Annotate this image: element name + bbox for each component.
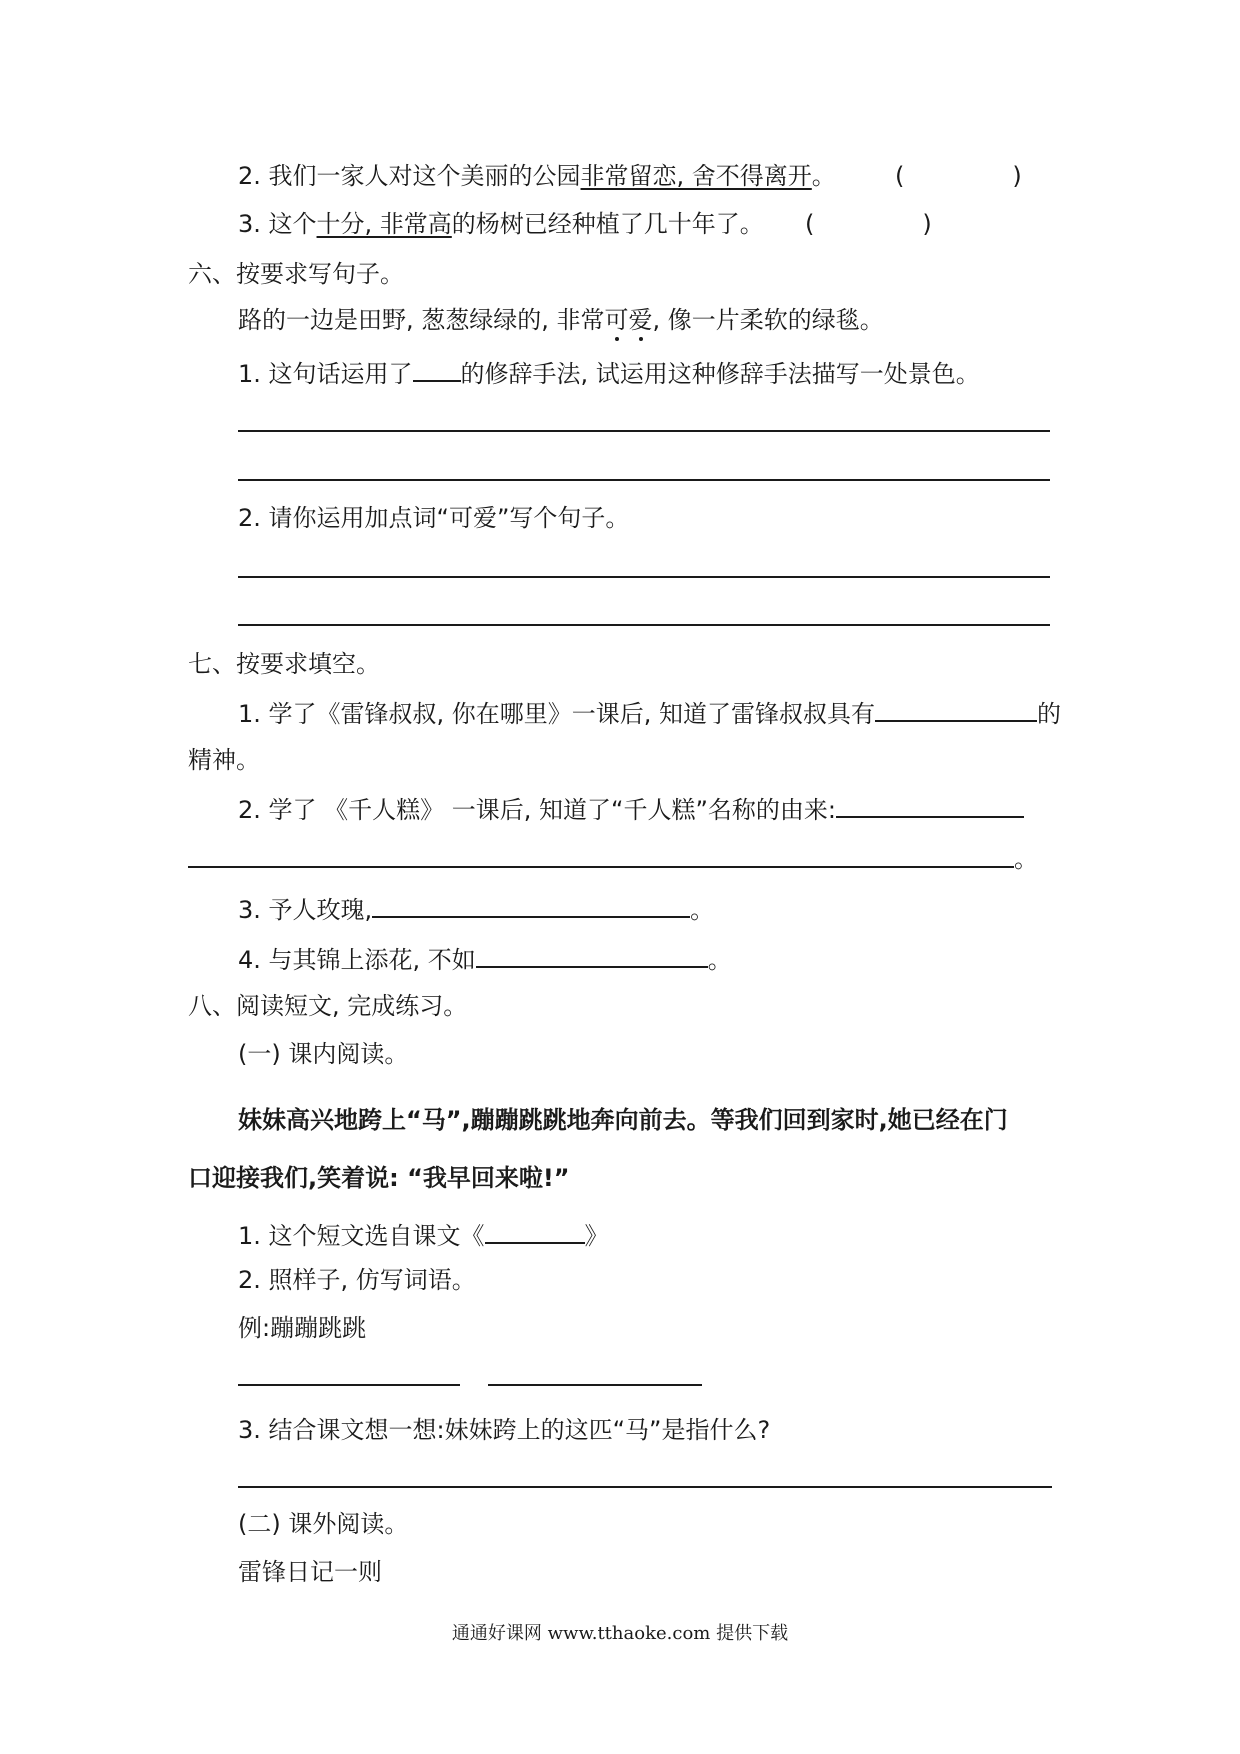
underlined-phrase: 十分, 非常高 [316,210,452,238]
part-2-heading: (二) 课外阅读。 [238,1510,409,1538]
diary-title: 雷锋日记一则 [238,1558,382,1586]
dotted-char: 爱 [628,306,653,334]
section-6-title: 六、按要求写句子。 [188,260,404,288]
fill-blank[interactable] [836,792,1024,818]
reading-passage-line-1: 妹妹高兴地跨上“马”,蹦蹦跳跳地奔向前去。等我们回到家时,她已经在门 [238,1106,1008,1134]
s7-question-4: 4. 与其锦上添花, 不如 。 [238,942,732,976]
s6-question-2: 2. 请你运用加点词“可爱”写个句子。 [238,504,630,532]
section-7-title: 七、按要求填空。 [188,650,380,678]
footer-credit: 通通好课网 www.tthaoke.com 提供下载 [451,1623,789,1644]
fill-blank[interactable] [476,942,708,968]
answer-line[interactable] [238,1486,1052,1488]
s8-question-1: 1. 这个短文选自课文《 》 [238,1218,609,1252]
answer-parens-3[interactable]: ( ) [805,210,932,238]
s8-question-3: 3. 结合课文想一想:妹妹跨上的这匹“马”是指什么? [238,1416,771,1444]
dotted-char: 可 [604,306,629,334]
answer-parens-2[interactable]: ( ) [895,162,1022,190]
s7-question-3: 3. 予人玫瑰, 。 [238,892,714,926]
s6-question-1: 1. 这句话运用了 的修辞手法, 试运用这种修辞手法描写一处景色。 [238,356,980,390]
example-word: 例:蹦蹦跳跳 [238,1314,367,1342]
s7-question-2-end: 。 [1014,845,1038,873]
part-1-heading: (一) 课内阅读。 [238,1040,409,1068]
answer-line[interactable] [488,1384,702,1386]
answer-line[interactable] [238,1384,460,1386]
fill-blank[interactable] [372,892,690,918]
section-8-title: 八、阅读短文, 完成练习。 [188,992,468,1020]
reading-passage-line-2: 口迎接我们,笑着说: “我早回来啦!” [188,1164,570,1192]
s7-question-1-cont: 精神。 [188,746,260,774]
answer-line[interactable] [238,479,1050,481]
answer-line[interactable] [238,576,1050,578]
fill-blank[interactable] [875,696,1037,722]
s5-question-2: 2. 我们一家人对这个美丽的公园非常留恋, 舍不得离开。 [238,162,836,190]
answer-line[interactable] [238,430,1050,432]
s6-sentence: 路的一边是田野, 葱葱绿绿的, 非常可爱, 像一片柔软的绿毯。 [238,306,884,334]
underlined-phrase: 非常留恋, 舍不得离开 [580,162,812,190]
answer-line[interactable] [188,866,1014,868]
s7-question-1: 1. 学了《雷锋叔叔, 你在哪里》一课后, 知道了雷锋叔叔具有 的 [238,696,1061,730]
fill-blank[interactable] [413,356,461,382]
s7-question-2: 2. 学了 《千人糕》 一课后, 知道了“千人糕”名称的由来: [238,792,1024,826]
answer-line[interactable] [238,624,1050,626]
s8-question-2: 2. 照样子, 仿写词语。 [238,1266,476,1294]
s5-question-3: 3. 这个十分, 非常高的杨树已经种植了几十年了。 [238,210,764,238]
fill-blank[interactable] [485,1218,585,1244]
